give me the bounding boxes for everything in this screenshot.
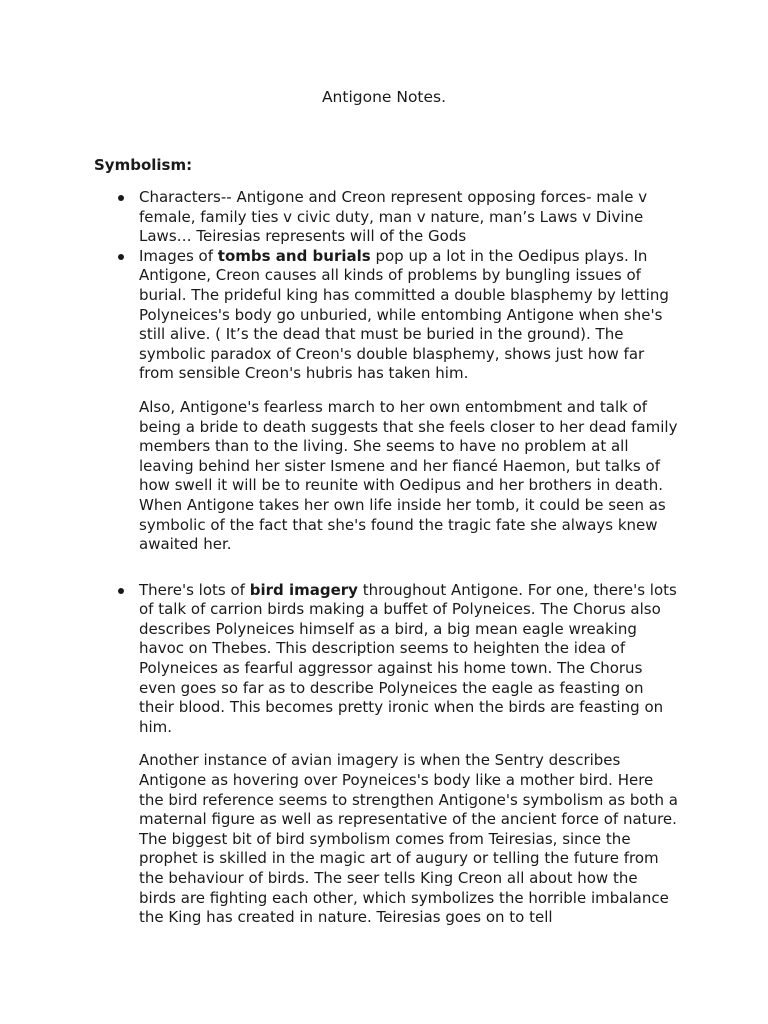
- paragraph-birds-sentry: [139, 751, 679, 829]
- text-run: Characters-- Antigone and Creon represent opposing forces- male v female, family ties v civic duty, man v nature, man’s Laws v Divine Laws… Teiresias represents will of the Gods: [139, 188, 648, 246]
- bullet-icon: [118, 588, 124, 594]
- text-run: pop up a lot in the Oedipus plays. In Antigone, Creon causes all kinds of problems by bungling issues of burial. The prideful king has committed a double blasphemy by letting Polyneices's body go unburied, while entombing Antigone when she's still alive. ( It’s the dead that must be buried in the ground). The symbolic paradox of Creon's double blasphemy, shows just how far from sensible Creon's hubris has taken him.: [139, 246, 669, 383]
- text-run: Images of: [139, 246, 218, 265]
- paragraph-tombs-also: [139, 398, 679, 555]
- paragraph-tombs-intro: [139, 247, 679, 384]
- list-item-characters: [0, 188, 679, 247]
- list-item-tombs: [0, 247, 679, 555]
- text-run: There's lots of: [139, 580, 250, 599]
- list-item-birds: [0, 581, 679, 928]
- section-heading-symbolism: Symbolism:: [94, 156, 193, 174]
- document-title: Antigone Notes.: [321, 88, 447, 106]
- bold-term-bird-imagery: bird imagery: [249, 580, 358, 599]
- paragraph-characters: [139, 188, 679, 247]
- text-run: Another instance of avian imagery is when the Sentry describes Antigone as hovering over Poyneices's body like a mother bird. Here the bird reference seems to strengthen Antigone's symbolism as both a maternal figure as well as representative of the ancient force of nature.: [139, 751, 678, 829]
- paragraph-birds-intro: [139, 581, 679, 738]
- text-run: The biggest bit of bird symbolism comes from Teiresias, since the prophet is skilled in the magic art of augury or telling the future from the behaviour of birds. The seer tells King Creon all about how the birds are fighting each other, which symbolizes the horrible imbalance the King has created in nature. Teiresias goes on to tell: [139, 829, 669, 927]
- symbolism-bullet-list: [0, 188, 768, 928]
- paragraph-birds-teiresias: [139, 830, 679, 928]
- bullet-icon: [118, 254, 124, 260]
- text-run: throughout Antigone. For one, there's lots of talk of carrion birds making a buffet of Polyneices. The Chorus also describes Polyneices himself as a bird, a big mean eagle wreaking havoc on Thebes. This description seems to heighten the idea of Polyneices as fearful aggressor against his home town. The Chorus even goes so far as to describe Polyneices the eagle as feasting on their blood. This becomes pretty ironic when the birds are feasting on him.: [139, 580, 677, 736]
- text-run: Also, Antigone's fearless march to her own entombment and talk of being a bride to death suggests that she feels closer to her dead family members than to the living. She seems to have no problem at all leaving behind her sister Ismene and her fiancé Haemon, but talks of how swell it will be to reunite with Oedipus and her brothers in death. When Antigone takes her own life inside her tomb, it could be seen as symbolic of the fact that she's found the tragic fate she always knew awaited her.: [139, 397, 678, 554]
- bold-term-tombs-and-burials: tombs and burials: [217, 246, 371, 265]
- bullet-icon: [118, 195, 124, 201]
